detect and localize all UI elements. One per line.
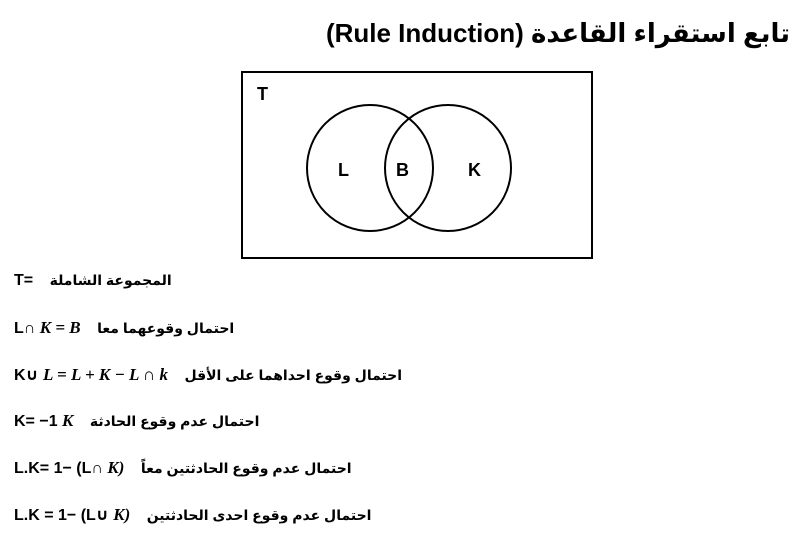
formula-row bbox=[14, 318, 234, 338]
formula-prefix: K∪ bbox=[14, 367, 39, 384]
formula-row bbox=[14, 411, 259, 431]
universe-label: T bbox=[257, 84, 268, 104]
formula-row bbox=[14, 270, 172, 290]
intersection-label: B bbox=[396, 160, 409, 180]
set-l-label: L bbox=[338, 160, 349, 180]
formula-prefix: L.K= 1− (L∩ bbox=[14, 460, 103, 477]
formula-prefix: K= −1 bbox=[14, 413, 58, 430]
formula-description: احتمال عدم وقوع احدى الحادثتين bbox=[146, 507, 372, 523]
formula-row bbox=[14, 365, 402, 385]
formula-math: K) bbox=[107, 458, 125, 477]
slide-title: تابع استقراء القاعدة (Rule Induction) bbox=[325, 18, 790, 48]
set-k-label: K bbox=[468, 160, 481, 180]
formula-prefix: L∩ bbox=[14, 320, 36, 337]
formula-math: L = L + K − L ∩ k bbox=[43, 365, 168, 384]
formula-math: K) bbox=[113, 505, 131, 524]
venn-diagram bbox=[240, 70, 596, 262]
formula-row bbox=[14, 505, 371, 525]
set-l-circle bbox=[307, 105, 433, 231]
formula-description: احتمال وقوع احداهما على الأقل bbox=[184, 367, 403, 383]
formula-description: احتمال وقوعهما معا bbox=[97, 320, 235, 336]
formula-prefix: T= bbox=[14, 272, 34, 289]
formula-description: احتمال عدم وقوع الحادثة bbox=[89, 413, 260, 429]
universe-rectangle bbox=[242, 72, 592, 258]
formula-description: المجموعة الشاملة bbox=[49, 272, 172, 288]
formula-description: احتمال عدم وقوع الحادثتين معاً bbox=[140, 460, 352, 476]
formula-row bbox=[14, 458, 352, 478]
formula-math: K = B bbox=[39, 318, 81, 337]
formula-prefix: L.K = 1− (L∪ bbox=[14, 507, 109, 524]
formula-math: K bbox=[62, 411, 74, 430]
